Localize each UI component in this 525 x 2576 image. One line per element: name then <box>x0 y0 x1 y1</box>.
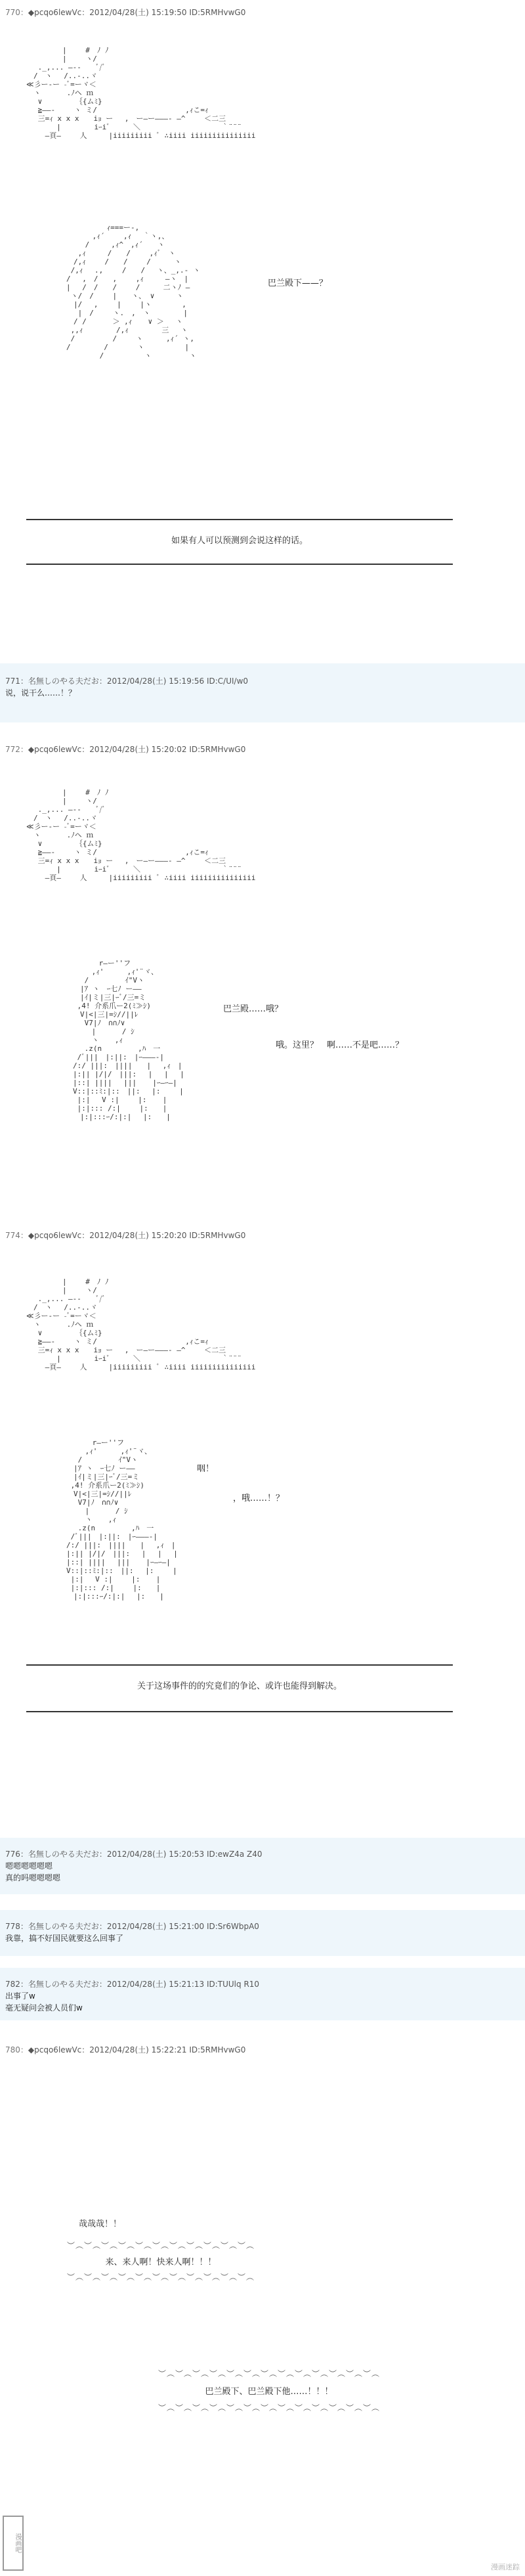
reply-line: 说，说干么……！？ <box>5 688 77 698</box>
shout-text: 来、来人啊！快来人啊！！！ <box>105 2257 217 2267</box>
reply-line: 真的吗嗯嗯嗯嗯 <box>5 1873 61 1882</box>
speech-text: 哉哉哉！！ <box>79 2219 122 2229</box>
post-number: 770： <box>5 8 28 17</box>
caption-text: 关于这场事件的的究竟们的争论、或许也能得到解决。 <box>136 1681 342 1691</box>
speech-text: 巴兰殿下——？ <box>268 278 328 288</box>
reply-line: 出事了w <box>5 1991 35 2001</box>
post-header <box>5 7 245 18</box>
reply-line: 我靠，搞不好国民就要这么回事了 <box>5 1934 124 1943</box>
post-number: 772： <box>5 745 28 754</box>
reply-header: 778：名無しのやる夫だお：2012/04/28(土) 15:21:00 ID:Sr6WbpA0 <box>5 1922 259 1931</box>
post-number: 774： <box>5 1231 28 1240</box>
post-header <box>5 744 245 755</box>
reply-header: 782：名無しのやる夫だお：2012/04/28(土) 15:21:13 ID:TUUlq R10 <box>5 1980 260 1989</box>
wave-border-top: ︶︵︶︵︶︵︶︵︶︵︶︵︶︵︶︵︶︵︶︵︶︵ <box>66 2241 255 2250</box>
post-number: 780： <box>5 2045 28 2054</box>
post-header <box>5 2044 245 2055</box>
post-author: ◆pcqo6lewVc <box>28 8 82 17</box>
watermark-text: 漫画迷踪 <box>491 2563 520 2571</box>
divider <box>26 1664 453 1666</box>
watermark-logo: 漫画吧 <box>3 2516 24 2571</box>
ascii-art-character: ｨ===ー-, ,ｨ´ ,ｨ ｀ヽ,、 / ,ｨ^ ,ｨ´ ヽ ,ｨ / / ,ｨﾞ ヽ /,ｨ / / / ヽ /,ｨ ., / / ヽ、_,.- ヽ / , / , ,ｨ ―ヽ | | / / / / 二ヽﾉ ― ヽ/ / | ヽ、 ∨ ヽ |/ , | |ヽ , | / ヽ. , ヽ | / / ＞ ,ｨ ∨ ＞ ヽ ,,ｨ /,ｨ 三 ヽ / / ヽ ,ｨ´ ヽ, / / ヽ | / ヽ ヽ <box>66 223 200 360</box>
shout-bubble <box>138 2368 400 2413</box>
post-header <box>5 1230 245 1241</box>
post-author: ◆pcqo6lewVc <box>28 2045 82 2054</box>
reply-block <box>0 663 525 722</box>
speech-text: ，哦……！？ <box>233 1494 285 1503</box>
speech-text: 巴兰殿……哦？ <box>223 1004 284 1014</box>
speech-text: 咽！ <box>197 1464 215 1474</box>
post-meta: ：2012/04/28(土) 15:20:20 ID:5RMHvwG0 <box>81 1231 246 1240</box>
ascii-art-character: r―ー''フ ,ｨ' ,ｨ'¨ヾ、 / ｲ"Vヽ |ｱ ヽ ｰ七ﾉ ー―― |ｲ|ミ|三|ｰﾞ/三=ミ ,4! 介系爪ー2(ﾐ≫ｼ) V|<|三|=ｼ//||ﾚ V7|ﾉ ∩∩ﾉ∨ | / ｼ ヽ ,ｨ .z(n ,ﾊ 一 /ﾞ||| |:||: |ｰ―――‐| /:/ |||: |||| | ,ｨ | |:|| |/|/ |||: | | | |::| |||| ||| |ｰ―ｰ―| V::|::ﾐ:|:: ||: |: | |:| V :| |: | |:|::: /:| |: | |:|:::ｰ/:|:| |: | <box>66 1438 178 1601</box>
ascii-art-scene: | # ﾉ ﾉ | ヽ/ ._,... ―-- ﾞ/ﾞ / ヽ /..-..ヾ ≪彡ー-ー -ﾞ=ーヾ＜ ヽ .ﾉヘ ｍ ∨ ｛{ムﾐ} ≧――‐ ヽ ミ/ ,ｨこ=ｨ 三=ｨ x x x iｮ ー , ー―ー―――- ―^ ＜二三 | iｰiﾞ ＼ ｀¨¨¨ ―頁― 人 |iiiiiiiii ﾞ ∴iiii iiiiiiiiiiiiiii <box>26 46 256 140</box>
post-meta: ：2012/04/28(土) 15:19:50 ID:5RMHvwG0 <box>81 8 246 17</box>
post-meta: ：2012/04/28(土) 15:20:02 ID:5RMHvwG0 <box>81 745 246 754</box>
reply-block <box>0 1838 525 1894</box>
post-meta: ：2012/04/28(土) 15:22:21 ID:5RMHvwG0 <box>81 2045 246 2054</box>
divider <box>26 1711 453 1712</box>
reply-line: 嗯嗯嗯嗯嗯嗯 <box>5 1861 53 1871</box>
shout-text: 巴兰殿下、巴兰殿下他……！！！ <box>205 2387 333 2397</box>
post-author: ◆pcqo6lewVc <box>28 1231 82 1240</box>
speech-text: 哦。这里？ 啊……不是吧……？ <box>276 1040 404 1050</box>
wave-border-bottom: ︶︵︶︵︶︵︶︵︶︵︶︵︶︵︶︵︶︵︶︵︶︵︶︵︶︵ <box>158 2403 380 2412</box>
wave-border-top: ︶︵︶︵︶︵︶︵︶︵︶︵︶︵︶︵︶︵︶︵︶︵︶︵︶︵ <box>158 2369 380 2378</box>
wave-border-bottom: ︶︵︶︵︶︵︶︵︶︵︶︵︶︵︶︵︶︵︶︵︶︵ <box>66 2273 255 2282</box>
ascii-art-scene: | # ﾉ ﾉ | ヽ/ ._,... ―-- ﾞ/ﾞ / ヽ /..-..ヾ ≪彡ー-ー -ﾞ=ーヾ＜ ヽ .ﾉヘ ｍ ∨ ｛{ムﾐ} ≧――‐ ヽ ミ/ ,ｨこ=ｨ 三=ｨ x x x iｮ ー , ー―ー―――- ―^ ＜二三 | iｰiﾞ ＼ ｀¨¨¨ ―頁― 人 |iiiiiiiii ﾞ ∴iiii iiiiiiiiiiiiiii <box>26 1277 256 1371</box>
reply-header: 771：名無しのやる夫だお：2012/04/28(土) 15:19:56 ID:C/UI/w0 <box>5 677 249 686</box>
ascii-art-scene: | # ﾉ ﾉ | ヽ/ ._,... ―-- ﾞ/ﾞ / ヽ /..-..ヾ ≪彡ー-ー -ﾞ=ーヾ＜ ヽ .ﾉヘ ｍ ∨ ｛{ムﾐ} ≧――‐ ヽ ミ/ ,ｨこ=ｨ 三=ｨ x x x iｮ ー , ー―ー―――- ―^ ＜二三 | iｰiﾞ ＼ ｀¨¨¨ ―頁― 人 |iiiiiiiii ﾞ ∴iiii iiiiiiiiiiiiiii <box>26 788 256 882</box>
reply-header: 776：名無しのやる夫だお：2012/04/28(土) 15:20:53 ID:ewZ4a Z40 <box>5 1850 262 1859</box>
post-author: ◆pcqo6lewVc <box>28 745 82 754</box>
reply-block <box>0 1910 525 1956</box>
shout-bubble <box>56 2240 266 2282</box>
divider <box>26 564 453 565</box>
divider <box>26 519 453 520</box>
ascii-art-character: r―ー''フ ,ｨ' ,ｨ'¨ヾ、 / ｲ"Vヽ |ｱ ヽ ｰ七ﾉ ー―― |ｲ|ミ|三|ｰﾞ/三=ミ ,4! 介系爪ー2(ﾐ≫ｼ) V|<|三|=ｼ//||ﾚ V7|ﾉ ∩∩ﾉ∨ | / ｼ ヽ ,ｨ .z(n ,ﾊ 一 /ﾞ||| |:||: |ｰ―――‐| /:/ |||: |||| | ,ｨ | |:|| |/|/ |||: | | | |::| |||| ||| |ｰ―ｰ―| V::|::ﾐ:|:: ||: |: | |:| V :| |: | |:|::: /:| |: | |:|:::ｰ/:|:| |: | <box>72 959 184 1121</box>
caption-text: 如果有人可以预测到会说这样的话。 <box>171 536 308 546</box>
reply-block <box>0 1968 525 2020</box>
reply-line: 毫无疑问会被人员们w <box>5 2003 83 2012</box>
